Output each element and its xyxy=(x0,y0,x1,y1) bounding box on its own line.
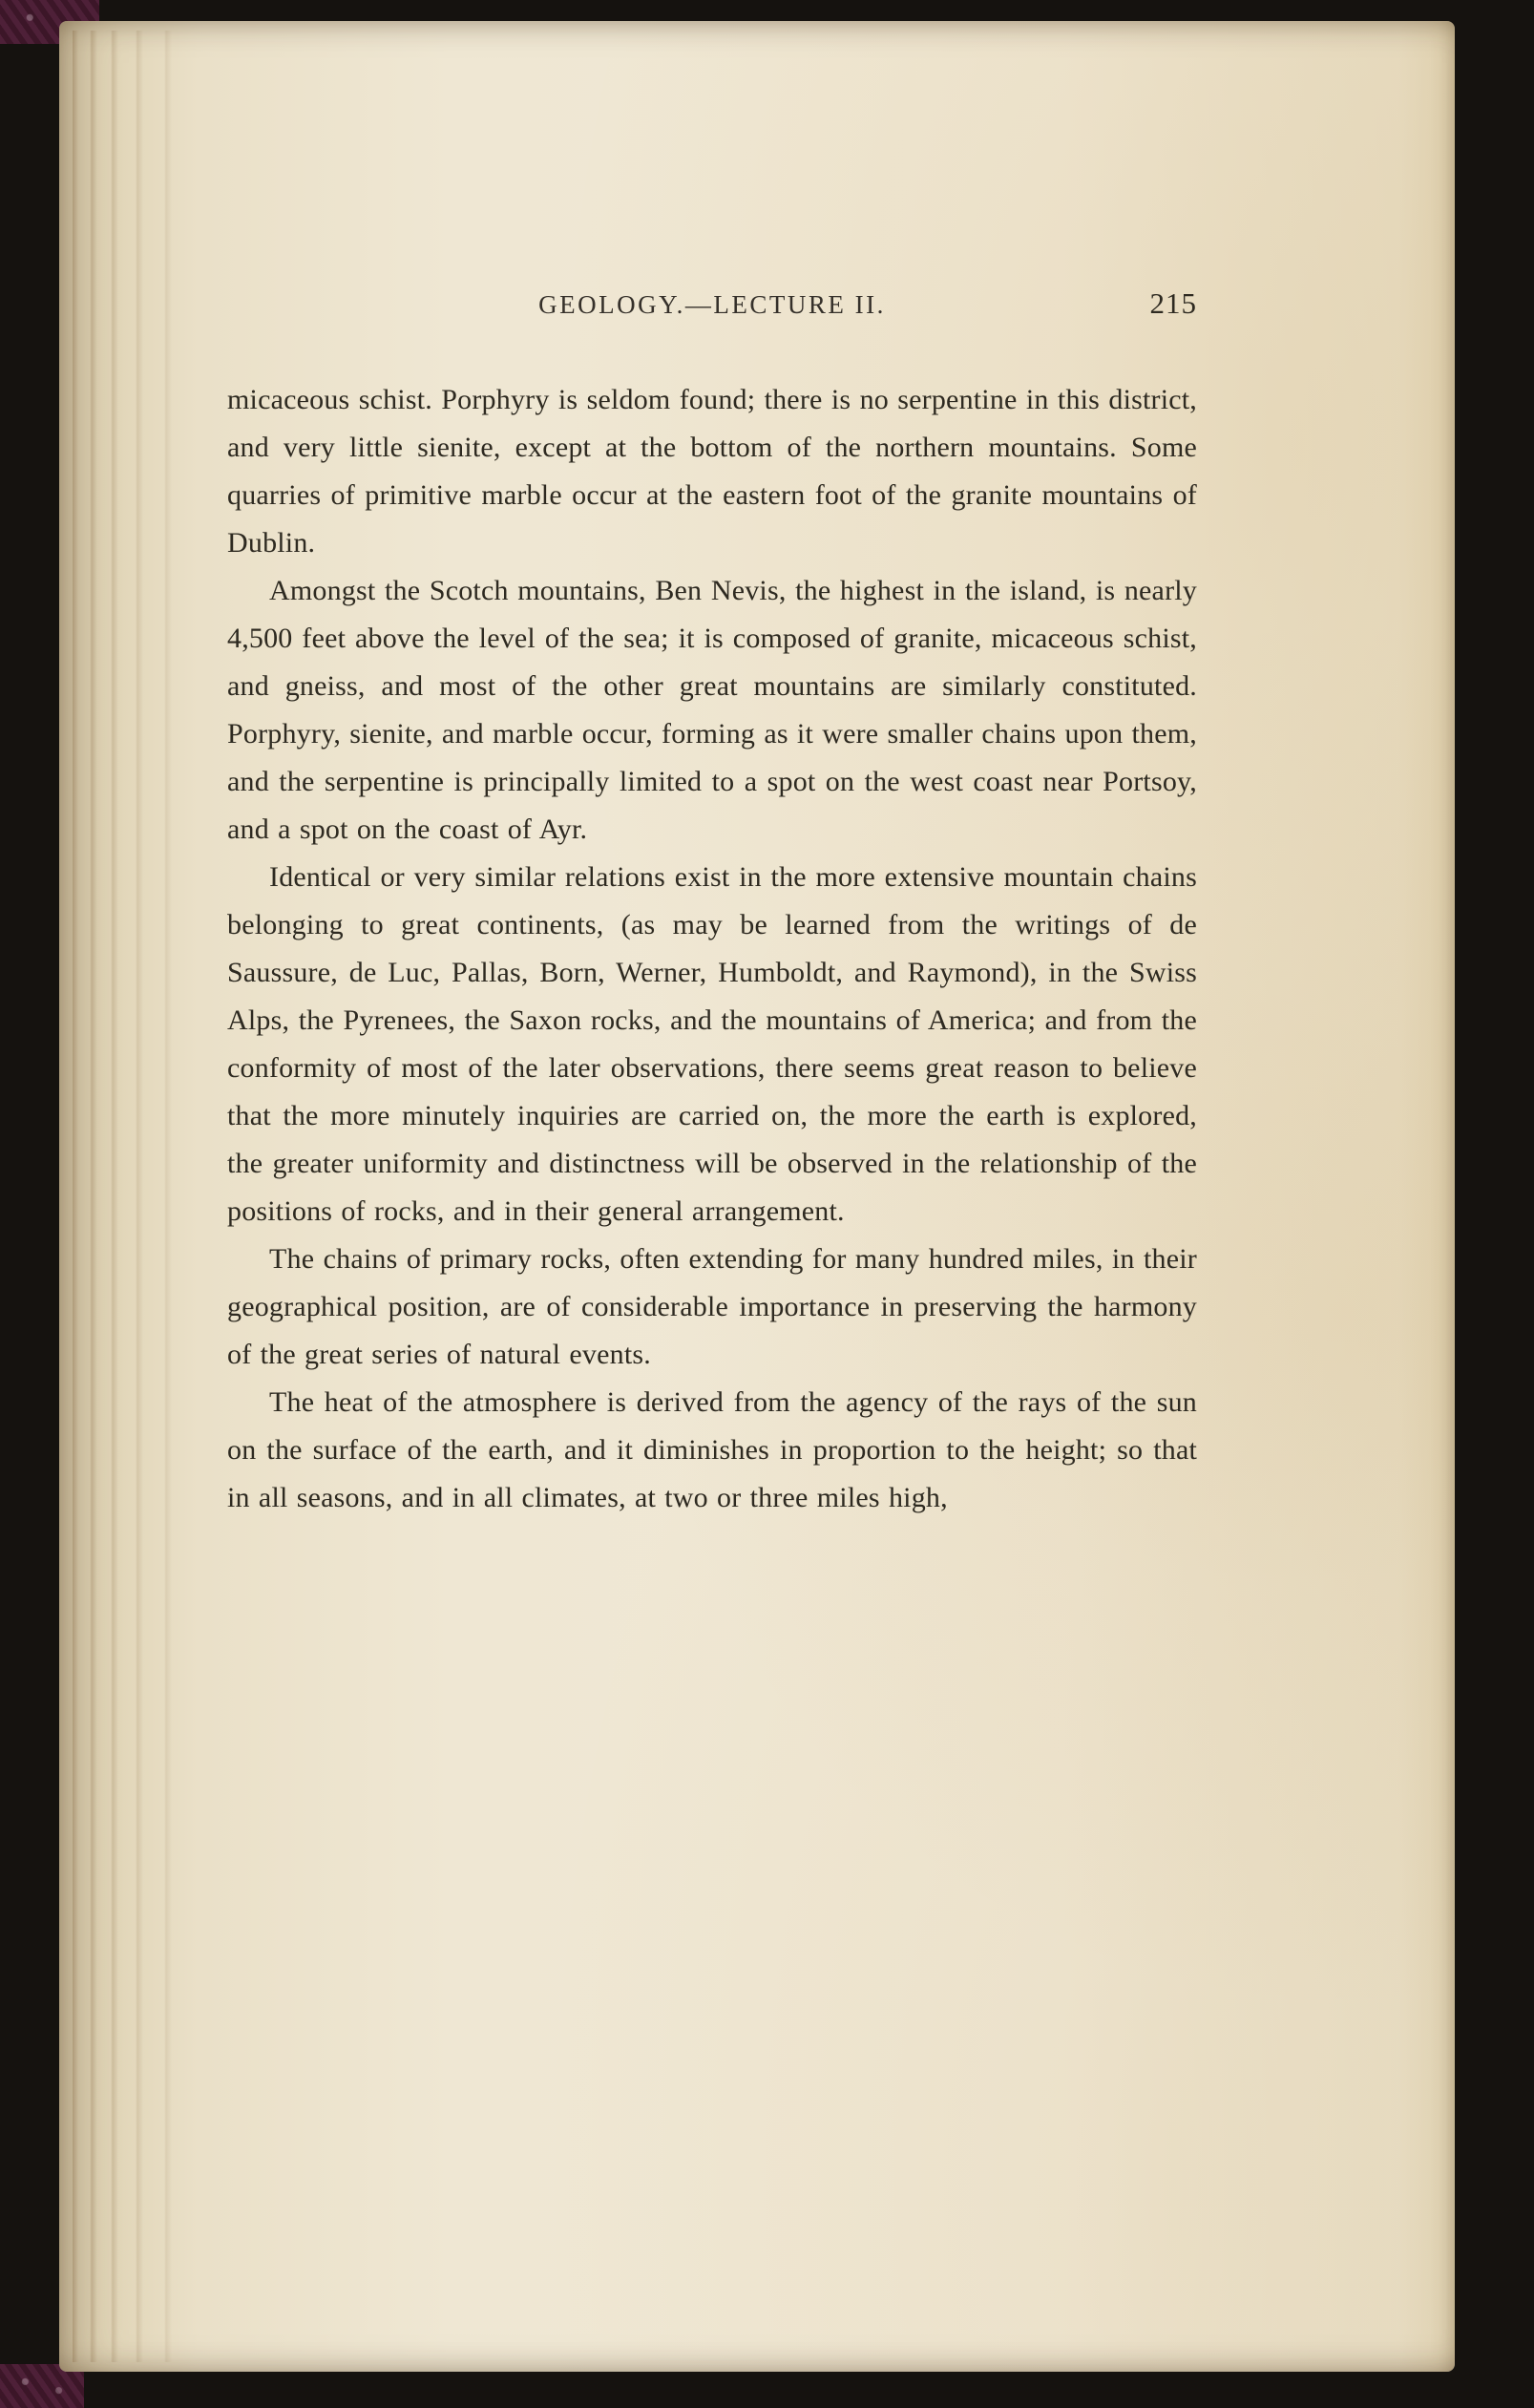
paragraph: Amongst the Scotch mountains, Ben Nevis, the highest in the island, is nearly 4,500 feet above the level of the sea; it is composed of granite, micaceous schist, and gneiss, and most of the other great mountains are similarly constituted. Porphyry, sienite, and marble occur, forming as it were smaller chains upon them, and the serpentine is principally limited to a spot on the west coast near Portsoy, and a spot on the coast of Ayr. xyxy=(227,575,1197,845)
paragraph: The heat of the atmosphere is derived from the agency of the rays of the sun on the surface of the earth, and it diminishes in proportion to the height; so that in all seasons, and in all climates, at two or three miles high, xyxy=(227,1386,1197,1513)
paragraph: micaceous schist. Porphyry is seldom found; there is no serpentine in this district, and very little sienite, except at the bottom of the northern mountains. Some quarries of primitive marble occur at the eastern foot of the granite mountains of Dublin. xyxy=(227,384,1197,559)
paragraph: Identical or very similar relations exist in the more extensive mountain chains belonging to great continents, (as may be learned from the writings of de Saussure, de Luc, Pallas, Born, Werner, Humboldt, and Raymond), in the Swiss Alps, the Pyrenees, the Saxon rocks, and the mountains of America; and from the conformity of most of the later observations, there seems great reason to believe that the more minutely inquiries are carried on, the more the earth is explored, the greater uniformity and distinctness will be observed in the relationship of the positions of rocks, and in their general arrangement. xyxy=(227,861,1197,1227)
body-text xyxy=(227,376,1197,1522)
page-header xyxy=(227,286,1197,328)
running-title: GEOLOGY.—LECTURE II. xyxy=(538,290,886,319)
printed-text-block xyxy=(227,286,1197,1522)
page-stack-edge xyxy=(1426,25,1455,2368)
paragraph: The chains of primary rocks, often extending for many hundred miles, in their geographical position, are of considerable importance in preserving the harmony of the great series of natural events. xyxy=(227,1243,1197,1370)
binding-crease-lines xyxy=(73,31,187,2362)
page-number: 215 xyxy=(1149,286,1197,320)
book-page xyxy=(59,21,1455,2372)
